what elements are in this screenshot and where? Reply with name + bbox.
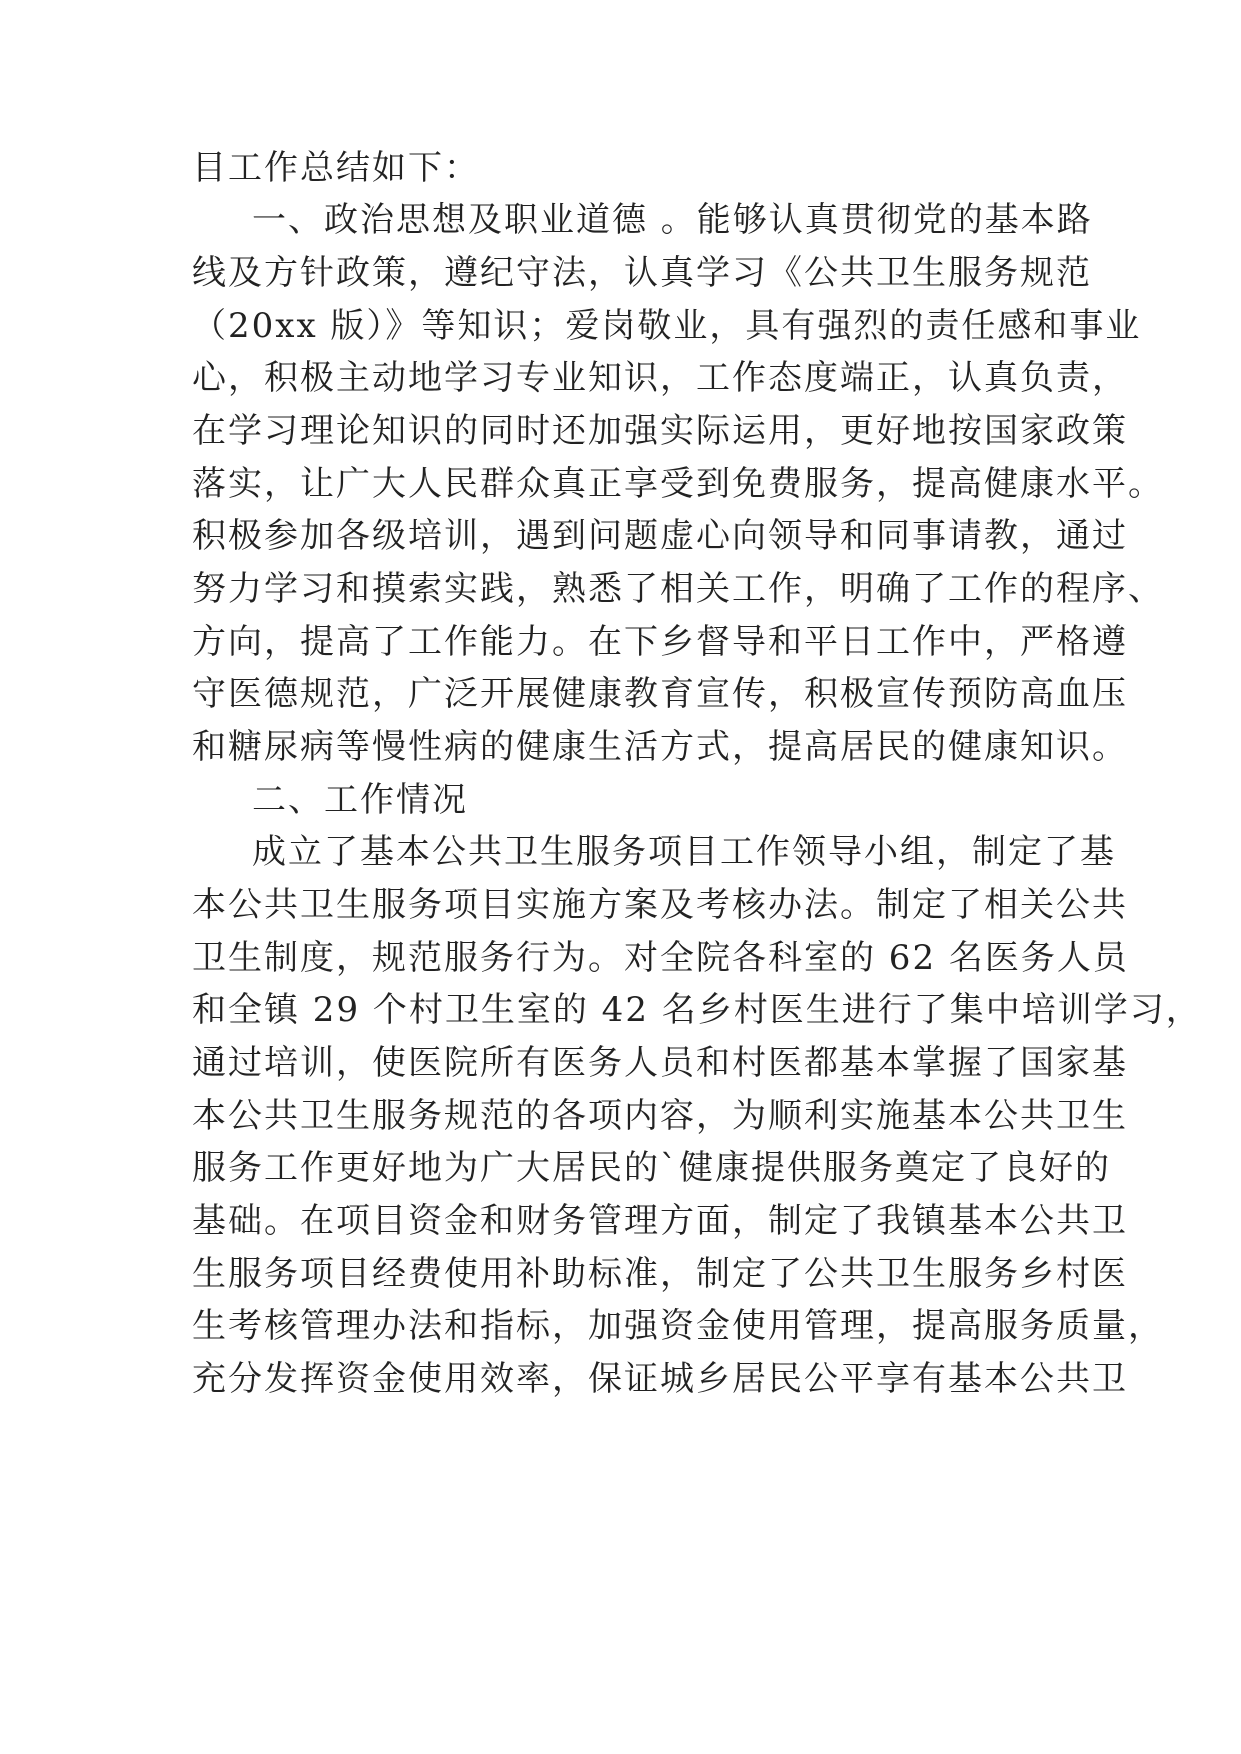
text-line: 成立了基本公共卫生服务项目工作领导小组，制定了基 xyxy=(252,832,1116,872)
text-line: 通过培训，使医院所有医务人员和村医都基本掌握了国家基 xyxy=(192,1043,1128,1083)
text-line: 生考核管理办法和指标，加强资金使用管理，提高服务质量， xyxy=(192,1306,1164,1346)
text-line: 落实，让广大人民群众真正享受到免费服务，提高健康水平。 xyxy=(192,464,1164,504)
text-line: 心，积极主动地学习专业知识，工作态度端正，认真负责， xyxy=(192,358,1128,398)
text-line: 线及方针政策，遵纪守法，认真学习《公共卫生服务规范 xyxy=(192,253,1092,293)
text-line: 方向，提高了工作能力。在下乡督导和平日工作中，严格遵 xyxy=(192,622,1128,662)
text-line: 生服务项目经费使用补助标准，制定了公共卫生服务乡村医 xyxy=(192,1254,1128,1294)
text-line: 和糖尿病等慢性病的健康生活方式，提高居民的健康知识。 xyxy=(192,727,1128,767)
text-line: 守医德规范，广泛开展健康教育宣传，积极宣传预防高血压 xyxy=(192,674,1128,714)
text-line: 积极参加各级培训，遇到问题虚心向领导和同事请教，通过 xyxy=(192,516,1128,556)
text-line: 充分发挥资金使用效率，保证城乡居民公平享有基本公共卫 xyxy=(192,1359,1128,1399)
text-line: 服务工作更好地为广大居民的`健康提供服务奠定了良好的 xyxy=(192,1148,1111,1188)
text-line: 基础。在项目资金和财务管理方面，制定了我镇基本公共卫 xyxy=(192,1201,1128,1241)
text-line: 和全镇 29 个村卫生室的 42 名乡村医生进行了集中培训学习， xyxy=(192,990,1202,1030)
text-line: 目工作总结如下： xyxy=(192,148,480,188)
text-line: 本公共卫生服务规范的各项内容，为顺利实施基本公共卫生 xyxy=(192,1096,1128,1136)
section-heading-work: 二、工作情况 xyxy=(252,780,468,820)
text-line: 卫生制度，规范服务行为。对全院各科室的 62 名医务人员 xyxy=(192,938,1129,978)
text-line: 在学习理论知识的同时还加强实际运用，更好地按国家政策 xyxy=(192,411,1128,451)
text-line: 本公共卫生服务项目实施方案及考核办法。制定了相关公共 xyxy=(192,885,1128,925)
section-heading-politics: 一、政治思想及职业道德 。能够认真贯彻党的基本路 xyxy=(252,200,1093,240)
text-line: 努力学习和摸索实践，熟悉了相关工作，明确了工作的程序、 xyxy=(192,569,1164,609)
text-line: （20xx 版）》等知识；爱岗敬业，具有强烈的责任感和事业 xyxy=(192,306,1142,346)
